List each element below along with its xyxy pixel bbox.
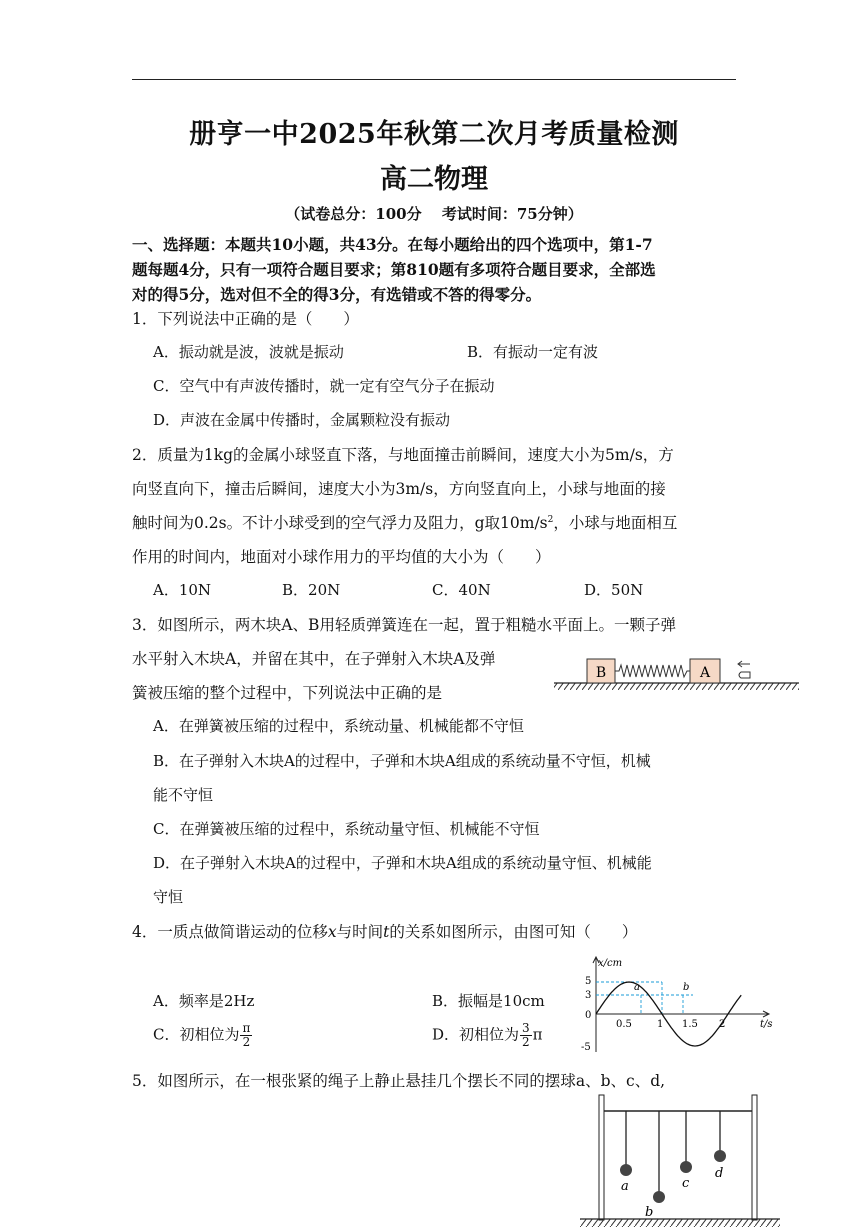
q5-stem: 5．如图所示，在一根张紧的绳子上静止悬挂几个摆长不同的摆球a、b、c、d, [132,1072,666,1090]
q4-option-d-pi: π [532,1025,543,1044]
q3-option-b-line2: 能不守恒 [153,786,214,804]
q4-option-c [153,1022,253,1049]
q4-stem-a: 4．一质点做简谐运动的位移 [132,923,328,941]
frame-right-post [752,1095,757,1220]
pendulum-a-ball [620,1164,632,1176]
section-instructions-line2: 题每题4分，只有一项符合题目要求；第810题有多项符合题目要求，全部选 [132,260,656,279]
q3-line1: 3．如图所示，两木块A、B用轻质弹簧连在一起，置于粗糙水平面上。一颗子弹 [132,616,676,634]
graph-xtick-0-5: 0.5 [616,1019,632,1030]
graph-xtick-1: 1 [657,1019,664,1030]
q2-line3-tail: ，小球与地面相互 [553,514,678,532]
graph-xtick-1-5: 1.5 [682,1019,698,1030]
q4-stem [132,920,637,942]
pendulum-a-label: a [621,1179,629,1194]
q4-var-t: t [383,923,390,941]
graph-ytick-0: 0 [585,1010,592,1021]
frame-left-post [599,1095,604,1220]
page-title: 册亨一中2025年秋第二次月考质量检测 [189,119,679,150]
graph-point-a: a [634,982,640,993]
q1-stem: 1．下列说法中正确的是（ ） [132,310,359,328]
ground-hatch [554,683,799,690]
pendulum-b-label: b [645,1205,654,1220]
bullet-icon [739,672,750,678]
q1-option-b: B．有振动一定有波 [467,343,599,361]
q2-option-b: B．20N [282,581,341,599]
section-instructions-line3: 对的得5分，选对但不全的得3分，有选错或不答的得零分。 [132,285,542,304]
q2-line4: 作用的时间内，地面对小球作用力的平均值的大小为（ ） [132,548,551,566]
page-subtitle: 高二物理 [380,164,488,195]
q4-option-c-text: C．初相位为 [153,1025,240,1044]
q2-option-c: C．40N [432,581,491,599]
q4-option-c-fraction [240,1022,252,1049]
pendulum-c-label: c [682,1176,690,1191]
pendulum-d-label: d [715,1166,724,1181]
q4-graph [572,952,782,1062]
q4-option-a: A．频率是2Hz [153,992,255,1010]
q4-option-d [432,1022,543,1049]
pendulum-d-ball [714,1150,726,1162]
graph-ytick-3: 3 [585,990,592,1001]
q2-option-d: D．50N [584,581,644,599]
q2-line2: 向竖直向下，撞击后瞬间，速度大小为3m/s，方向竖直向上，小球与地面的接 [132,480,666,498]
q4-option-d-text: D．初相位为 [432,1025,520,1044]
exam-meta: （试卷总分：100分 考试时间：75分钟） [285,205,583,223]
fraction-denominator: 2 [242,1035,251,1049]
graph-ytick-neg5: -5 [581,1042,591,1053]
graph-point-b: b [683,982,690,993]
q1-option-a: A．振动就是波，波就是振动 [153,343,344,361]
section-instructions-line1: 一、选择题：本题共10小题，共43分。在每小题给出的四个选项中，第1-7 [132,235,653,254]
fraction-numerator: 3 [522,1021,530,1035]
block-b-label: B [595,665,607,681]
pendulum-b-ball [653,1191,665,1203]
q2-line3 [132,511,677,533]
q3-line2: 水平射入木块A，并留在其中，在子弹射入木块A及弹 [132,650,496,668]
q3-figure [552,650,802,695]
q1-option-c: C．空气中有声波传播时，就一定有空气分子在振动 [153,377,495,395]
q4-option-b: B．振幅是10cm [432,992,545,1010]
header-rule [132,79,736,80]
q4-option-d-fraction [520,1022,532,1049]
q1-option-d: D．声波在金属中传播时，金属颗粒没有振动 [153,411,451,429]
q2-exponent: 2 [547,514,554,525]
q2-option-a: A．10N [153,581,212,599]
q3-line3: 簧被压缩的整个过程中，下列说法中正确的是 [132,684,443,702]
q3-option-a: A．在弹簧被压缩的过程中，系统动量、机械能都不守恒 [153,717,524,735]
q3-option-c: C．在弹簧被压缩的过程中，系统动量守恒、机械能不守恒 [153,820,540,838]
spring [615,665,690,677]
q2-line1: 2．质量为1kg的金属小球竖直下落，与地面撞击前瞬间，速度大小为5m/s，方 [132,446,674,464]
q3-option-d-line1: D．在子弹射入木块A的过程中，子弹和木块A组成的系统动量守恒、机械能 [153,854,652,872]
q5-figure [575,1090,795,1227]
q4-var-x: x [327,923,337,941]
q3-option-d-line2: 守恒 [153,888,184,906]
graph-ytick-5: 5 [585,976,592,987]
frame-ground-hatch [580,1219,780,1227]
graph-x-label: t/s [760,1019,773,1030]
q3-option-b-line1: B．在子弹射入木块A的过程中，子弹和木块A组成的系统动量不守恒，机械 [153,752,651,770]
graph-y-label: x/cm [598,958,623,969]
fraction-numerator: π [242,1021,251,1035]
block-a-label: A [699,665,711,681]
pendulum-c-ball [680,1161,692,1173]
fraction-denominator: 2 [522,1035,530,1049]
q4-stem-b: 与时间 [336,923,384,941]
q4-stem-c: 的关系如图所示，由图可知（ ） [389,923,638,941]
q2-line3-text: 触时间为0.2s。不计小球受到的空气浮力及阻力，g取10m/s [132,514,548,532]
graph-xtick-2: 2 [719,1019,726,1030]
